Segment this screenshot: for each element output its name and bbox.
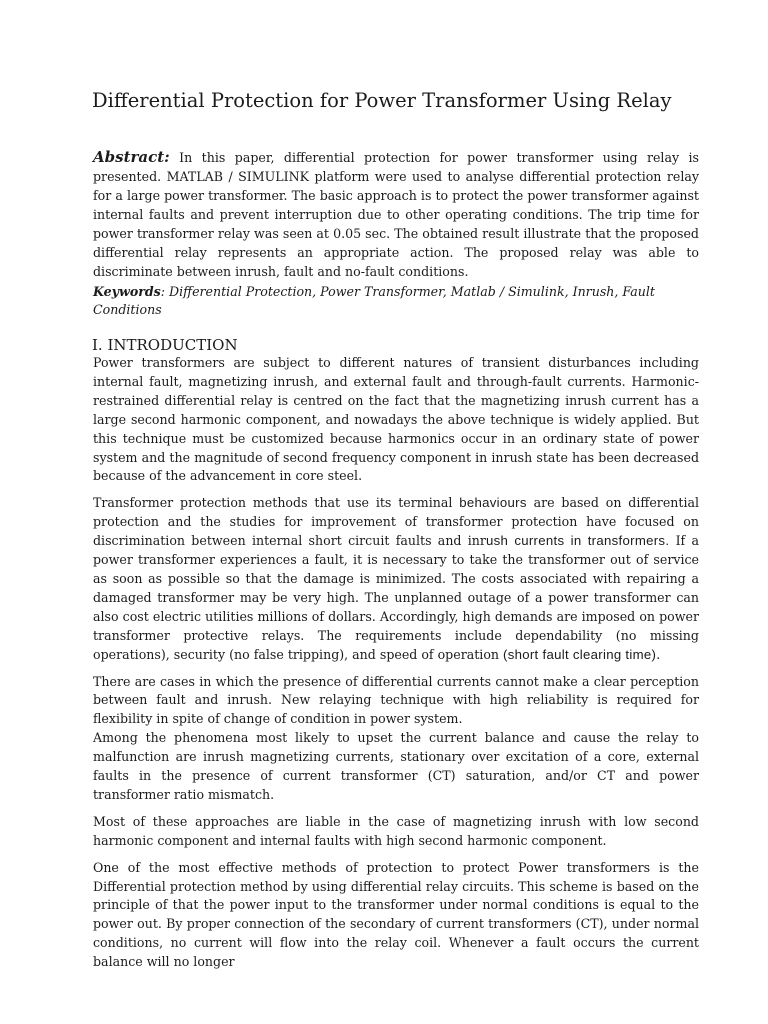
paragraph-2-part-e: If a power transformer experiences a fault, it is necessary to take the transformer out of service as soon as possible so that the damage is minimized. The costs associated with repairing a damaged transformer may be very high. The unplanned outage of a power transformer can also cost electric utilities millions of dollars. Accordingly, high demands are imposed on power transformer protective relays. The requirements include dependability (no missing operations), security (no false tripping), and speed of operation	[93, 533, 699, 662]
paragraph-1: Power transformers are subject to different natures of transient disturbances including internal fault, magnetizing inrush, and external fault and through-fault currents. Harmonic-restrained differential relay is centred on the fact that the magnetizing inrush current has a large second harmonic component, and nowadays the above technique is widely applied. But this technique must be customized because harmonics occur in an ordinary state of power system and the magnitude of second frequency component in inrush state has been decreased because of the advancement in core steel.	[93, 355, 699, 484]
paragraph-2-part-a: Transformer protection methods that use its terminal	[93, 495, 460, 511]
section-heading-introduction: I. INTRODUCTION	[92, 336, 238, 354]
paragraph-6: One of the most effective methods of protection to protect Power transformers is the Differential protection method by using differential relay circuits. This scheme is based on the principle of that the power input to the transformer under normal conditions is equal to the power out. By proper connection of the secondary of current transformers (CT), under normal conditions, no current will flow into the relay coil. Whenever a fault occurs the current balance will no longer	[93, 859, 699, 970]
paragraph-2-part-f: (short fault clearing time)	[503, 646, 657, 662]
paragraph-4: Among the phenomena most likely to upset the current balance and cause the relay to malfunction are inrush magnetizing currents, stationary over excitation of a core, external faults in the presence of current transformer (CT) saturation, and/or CT and power transformer ratio mismatch.	[93, 730, 699, 802]
paragraph-5: Most of these approaches are liable in the case of magnetizing inrush with low second harmonic component and internal faults with high second harmonic component.	[93, 813, 699, 848]
keywords-label: Keywords	[93, 284, 161, 299]
paragraph-2-part-c: are based on differential protection and the studies for improvement of transformer protection have focused on discrimination between internal short circuit faults and inr	[93, 495, 700, 549]
paragraph-2-part-g: .	[656, 646, 661, 662]
keywords-text: : Differential Protection, Power Transformer, Matlab / Simulink, Inrush, Fault Conditions	[93, 284, 655, 317]
paper-title: Differential Protection for Power Transformer Using Relay	[92, 89, 672, 112]
paragraph-2-part-d: ush currents in transformers.	[485, 533, 670, 549]
abstract-label: Abstract:	[93, 148, 170, 166]
paragraph-3: There are cases in which the presence of differential currents cannot make a clear perception between fault and inrush. New relaying technique with high reliability is required for flexibility in spite of change of condition in power system.	[93, 673, 699, 727]
introduction-body	[93, 354, 699, 980]
keywords	[93, 283, 699, 319]
paragraph-2	[93, 494, 699, 664]
paragraph-2-part-b: behaviours	[459, 495, 527, 511]
abstract-text: In this paper, differential protection for power transformer using relay is presented. MATLAB / SIMULINK platform were used to analyse differential protection relay for a large power transformer. The basic approach is to protect the power transformer against internal faults and prevent interruption due to other operating conditions. The trip time for power transformer relay was seen at 0.05 sec. The obtained result illustrate that the proposed differential relay represents an appropriate action. The proposed relay was able to discriminate between inrush, fault and no-fault conditions.	[93, 150, 699, 279]
abstract	[93, 148, 699, 281]
